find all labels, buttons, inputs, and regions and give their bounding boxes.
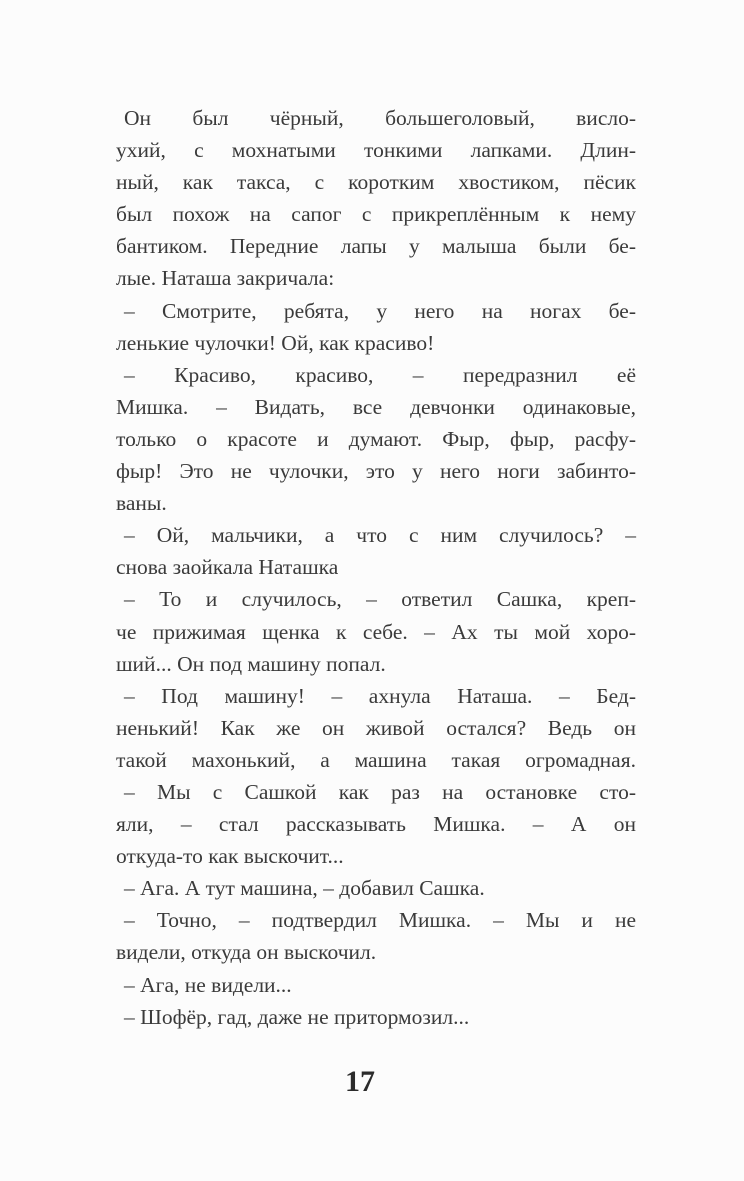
text-line: – Ой, мальчики, а что с ним случилось? – — [124, 523, 636, 548]
text-line: ный, как такса, с коротким хвостиком, пёсик — [116, 170, 636, 195]
text-line: ненький! Как же он живой остался? Ведь он — [116, 715, 636, 740]
text-line: ший... Он под машину попал. — [116, 651, 386, 676]
text-line: фыр! Это не чулочки, это у него ноги забинто- — [116, 459, 636, 484]
text-line: – Красиво, красиво, – передразнил её — [124, 362, 636, 387]
text-line: только о красоте и думают. Фыр, фыр, расфу- — [116, 426, 636, 451]
text-line: снова заойкала Наташка — [116, 555, 339, 580]
text-line: – Ага, не видели... — [124, 972, 292, 997]
text-line: Он был чёрный, большеголовый, висло- — [124, 106, 636, 130]
text-line: ваны. — [116, 491, 167, 516]
page-number-label: 17 — [345, 1065, 375, 1098]
text-line: бантиком. Передние лапы у малыша были бе- — [116, 234, 636, 259]
text-line: ухий, с мохнатыми тонкими лапками. Длин- — [116, 138, 636, 163]
text-line: лые. Наташа закричала: — [116, 266, 335, 291]
text-line: – Точно, – подтвердил Мишка. – Мы и не — [124, 908, 636, 933]
text-line: – То и случилось, – ответил Сашка, креп- — [124, 587, 636, 612]
text-line: – Мы с Сашкой как раз на остановке сто- — [124, 779, 636, 804]
text-line: – Под машину! – ахнула Наташа. – Бед- — [124, 683, 636, 708]
text-line: ленькие чулочки! Ой, как красиво! — [116, 330, 435, 355]
text-line: был похож на сапог с прикреплённым к нему — [116, 202, 636, 227]
text-line: видели, откуда он выскочил. — [116, 940, 377, 965]
page-number — [330, 1062, 390, 1102]
text-line: – Ага. А тут машина, – добавил Сашка. — [124, 876, 485, 901]
text-line: – Смотрите, ребята, у него на ногах бе- — [124, 298, 636, 323]
text-line: Мишка. – Видать, все девчонки одинаковые, — [116, 394, 636, 419]
text-line: такой махонький, а машина такая огромадная. — [116, 747, 636, 772]
text-line: яли, – стал рассказывать Мишка. – А он — [116, 812, 636, 837]
text-line: – Шофёр, гад, даже не притормозил... — [124, 1004, 470, 1029]
body-text — [116, 102, 636, 1033]
text-line: че прижимая щенка к себе. – Ах ты мой хоро- — [116, 619, 636, 644]
text-line: откуда-то как выскочит... — [116, 844, 344, 869]
